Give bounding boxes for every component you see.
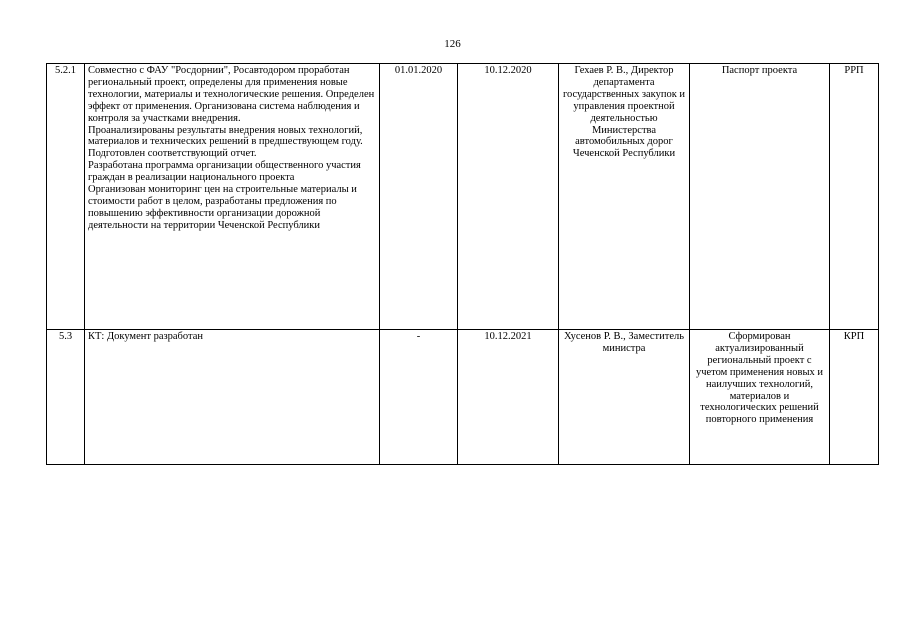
document-cell: Сформирован актуализированный региональный проект с учетом применения новых и наилучших технологий, материалов и технологических решений повторного применения bbox=[690, 330, 830, 465]
description-paragraph: Совместно с ФАУ "Росдорнии", Росавтодором проработан региональный проект, определены для применения новые технологии, материалы и технологические решения. Определен эффект от применения. Организована система наблюдения и контроля за участками внедрения. bbox=[88, 65, 375, 124]
description-cell bbox=[85, 330, 380, 465]
row-number-cell: 5.3 bbox=[47, 330, 85, 465]
end-date-cell: 10.12.2020 bbox=[458, 64, 559, 330]
description-paragraph: Разработана программа организации общественного участия граждан в реализации национального проекта bbox=[88, 160, 361, 184]
responsible-cell: Хусенов Р. В., Заместитель министра bbox=[559, 330, 690, 465]
plan-table bbox=[46, 63, 879, 465]
table-row bbox=[47, 64, 879, 330]
start-date-cell: - bbox=[380, 330, 458, 465]
description-paragraph: КТ: Документ разработан bbox=[88, 331, 203, 342]
page-number: 126 bbox=[444, 38, 461, 50]
description-cell bbox=[85, 64, 380, 330]
start-date-cell: 01.01.2020 bbox=[380, 64, 458, 330]
description-paragraph: Организован мониторинг цен на строительные материалы и стоимости работ в целом, разработаны предложения по повышению эффективности организации дорожной деятельности на территории Чеченской Республики bbox=[88, 184, 357, 231]
description-paragraph: Проанализированы результаты внедрения новых технологий, материалов и технических решений в предшествующем году. Подготовлен соответствующий отчет. bbox=[88, 124, 363, 160]
table-row bbox=[47, 330, 879, 465]
row-number-cell: 5.2.1 bbox=[47, 64, 85, 330]
level-cell: РРП bbox=[830, 64, 879, 330]
end-date-cell: 10.12.2021 bbox=[458, 330, 559, 465]
level-cell: КРП bbox=[830, 330, 879, 465]
document-cell: Паспорт проекта bbox=[690, 64, 830, 330]
responsible-cell: Гехаев Р. В., Директор департамента государственных закупок и управления проектной деятельностью Министерства автомобильных дорог Чеченской Республики bbox=[559, 64, 690, 330]
